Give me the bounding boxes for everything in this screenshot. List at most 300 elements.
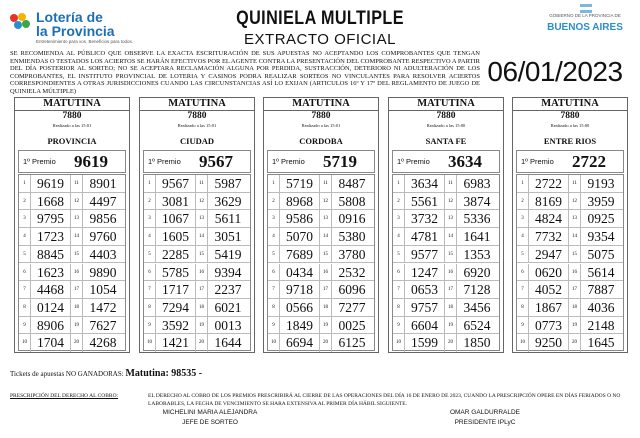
table-row (393, 228, 499, 246)
position-label: 8 (517, 299, 529, 316)
position-label: 6 (393, 264, 405, 281)
result-number: 5785 (156, 264, 196, 281)
result-number: 3081 (156, 193, 196, 210)
position-label: 4 (144, 228, 156, 245)
first-prize-label: 1º Premio (148, 157, 181, 166)
result-number: 5419 (214, 246, 242, 262)
result-number: 9193 (587, 176, 615, 191)
prescription-label: PRESCRIPCIÓN DEL DERECHO AL COBRO: (10, 393, 119, 399)
result-number: 7128 (463, 282, 491, 298)
position-label: 1 (144, 175, 156, 192)
gov-name: BUENOS AIRES (547, 22, 623, 33)
result-number: 9354 (587, 229, 615, 245)
result-number: 9577 (405, 246, 445, 263)
first-prize-box (392, 150, 500, 173)
position-label: 10 (268, 334, 280, 352)
position-label: 18 (196, 299, 208, 316)
panel-province: ENTRE RIOS (543, 136, 597, 146)
table-row (19, 334, 125, 352)
position-label: 18 (569, 299, 581, 316)
tickets-value: Matutina: 98535 - (125, 368, 203, 379)
result-number: 6983 (463, 176, 491, 191)
first-prize-box (516, 150, 624, 173)
position-label: 11 (71, 175, 83, 192)
position-label: 3 (393, 210, 405, 227)
signer-1-name: MICHELINI MARIA ALEJANDRA (162, 409, 258, 416)
position-label: 2 (144, 193, 156, 210)
result-number: 8968 (280, 193, 320, 210)
position-label: 20 (445, 334, 457, 352)
position-label: 7 (393, 281, 405, 298)
result-number: 4781 (405, 228, 445, 245)
result-number: 6920 (463, 264, 491, 280)
position-label: 13 (320, 210, 332, 227)
result-number: 7277 (338, 299, 366, 315)
position-label: 4 (393, 228, 405, 245)
position-label: 9 (268, 317, 280, 334)
result-number: 4497 (89, 193, 117, 209)
result-number: 7732 (529, 228, 569, 245)
panel-sorteo: MATUTINA (140, 98, 254, 111)
position-label: 3 (268, 210, 280, 227)
result-number: 6021 (214, 299, 242, 315)
position-label: 13 (569, 210, 581, 227)
table-row (517, 264, 623, 282)
signer-2-role: PRESIDENTE IPLyC (454, 418, 516, 426)
page-subtitle: EXTRACTO OFICIAL (244, 31, 396, 48)
result-number: 1645 (587, 335, 615, 351)
result-number: 1247 (405, 264, 445, 281)
position-label: 6 (517, 264, 529, 281)
result-number: 4468 (31, 281, 71, 298)
position-label: 2 (517, 193, 529, 210)
table-row (144, 246, 250, 264)
position-label: 8 (19, 299, 31, 316)
table-row (517, 175, 623, 193)
table-row (517, 228, 623, 246)
table-row (268, 193, 374, 211)
position-label: 13 (445, 210, 457, 227)
results-grid (18, 174, 126, 351)
position-label: 13 (71, 210, 83, 227)
result-number: 3592 (156, 317, 196, 334)
position-label: 12 (569, 193, 581, 210)
signer-2 (380, 408, 590, 427)
signer-1 (130, 408, 290, 427)
position-label: 17 (569, 281, 581, 298)
position-label: 12 (71, 193, 83, 210)
table-row (517, 193, 623, 211)
result-number: 0773 (529, 317, 569, 334)
position-label: 20 (320, 334, 332, 352)
panel-draw-number: 7880 (436, 111, 456, 121)
table-row (517, 317, 623, 335)
position-label: 20 (71, 334, 83, 352)
result-number: 1704 (31, 334, 71, 352)
panel-time: Realizado a las 15:01 (52, 123, 92, 128)
position-label: 14 (196, 228, 208, 245)
position-label: 3 (19, 210, 31, 227)
position-label: 15 (320, 246, 332, 263)
result-number: 9586 (280, 210, 320, 227)
result-number: 7887 (587, 282, 615, 298)
first-prize-label: 1º Premio (23, 157, 56, 166)
panel-draw-number: 7880 (187, 111, 207, 121)
position-label: 5 (393, 246, 405, 263)
position-label: 1 (268, 175, 280, 192)
table-row (144, 210, 250, 228)
result-number: 6694 (280, 334, 320, 352)
result-number: 1472 (89, 299, 117, 315)
first-prize-number: 9619 (74, 152, 108, 171)
result-number: 0434 (280, 264, 320, 281)
position-label: 12 (320, 193, 332, 210)
table-row (268, 317, 374, 335)
position-label: 10 (517, 334, 529, 352)
position-label: 8 (268, 299, 280, 316)
panel-draw-number: 7880 (311, 111, 331, 121)
results-grid (392, 174, 500, 351)
position-label: 16 (71, 264, 83, 281)
position-label: 14 (569, 228, 581, 245)
table-row (19, 264, 125, 282)
draw-panel (388, 97, 504, 353)
result-number: 1623 (31, 264, 71, 281)
table-row (19, 210, 125, 228)
position-label: 14 (320, 228, 332, 245)
first-prize-number: 9567 (199, 152, 233, 171)
position-label: 7 (19, 281, 31, 298)
first-prize-number: 5719 (323, 152, 357, 171)
result-number: 1668 (31, 193, 71, 210)
table-row (144, 193, 250, 211)
position-label: 10 (393, 334, 405, 352)
position-label: 16 (445, 264, 457, 281)
result-number: 5808 (338, 193, 366, 209)
result-number: 4824 (529, 210, 569, 227)
table-row (393, 281, 499, 299)
table-row (393, 246, 499, 264)
result-number: 8901 (89, 176, 117, 191)
result-number: 9394 (214, 264, 242, 280)
first-prize-label: 1º Premio (397, 157, 430, 166)
table-row (393, 193, 499, 211)
result-number: 9619 (31, 175, 71, 192)
result-number: 0620 (529, 264, 569, 281)
position-label: 4 (19, 228, 31, 245)
position-label: 10 (19, 334, 31, 352)
result-number: 9718 (280, 281, 320, 298)
first-prize-number: 3634 (448, 152, 482, 171)
table-row (19, 228, 125, 246)
result-number: 0925 (587, 211, 615, 227)
table-row (517, 299, 623, 317)
result-number: 4036 (587, 299, 615, 315)
result-number: 9760 (89, 229, 117, 245)
result-number: 3634 (405, 175, 445, 192)
draw-panel (512, 97, 628, 353)
panel-province: CIUDAD (180, 136, 214, 146)
position-label: 4 (268, 228, 280, 245)
table-row (268, 281, 374, 299)
table-row (393, 299, 499, 317)
position-label: 20 (196, 334, 208, 352)
tickets-line (10, 368, 202, 379)
page-title: QUINIELA MULTIPLE (236, 8, 404, 29)
position-label: 1 (393, 175, 405, 192)
position-label: 15 (445, 246, 457, 263)
first-prize-label: 1º Premio (521, 157, 554, 166)
panel-time: Realizado a las 15:00 (426, 123, 466, 128)
table-row (19, 299, 125, 317)
result-number: 0916 (338, 211, 366, 227)
table-row (393, 210, 499, 228)
position-label: 11 (320, 175, 332, 192)
table-row (19, 246, 125, 264)
position-label: 12 (445, 193, 457, 210)
position-label: 17 (445, 281, 457, 298)
position-label: 2 (268, 193, 280, 210)
position-label: 14 (71, 228, 83, 245)
table-row (517, 246, 623, 264)
results-grid (143, 174, 251, 351)
result-number: 3051 (214, 229, 242, 245)
result-number: 1641 (463, 229, 491, 245)
result-number: 5987 (214, 176, 242, 191)
result-number: 8169 (529, 193, 569, 210)
position-label: 6 (268, 264, 280, 281)
result-number: 1353 (463, 246, 491, 262)
result-number: 9757 (405, 299, 445, 316)
panel-sorteo: MATUTINA (15, 98, 129, 111)
result-number: 1850 (463, 335, 491, 351)
prescription-text: EL DERECHO AL COBRO DE LOS PREMIOS PRESCRIBIRÁ AL CIERRE DE LAS OPERACIONES DEL DÍA 16 DE ENERO DE 2023, CUANDO LA PRESCRIPCIÓN OPERE EN DÍAS FERIADOS O NO LABORABLES, LA FECHA DE VENCIMIENTO SE HARA EXTENSIVA AL PRIMER DÍA HÁBIL SIGUIENTE. (148, 393, 621, 407)
position-label: 11 (445, 175, 457, 192)
draw-panel (139, 97, 255, 353)
result-number: 0013 (214, 317, 242, 333)
result-number: 3629 (214, 193, 242, 209)
position-label: 19 (320, 317, 332, 334)
result-number: 1717 (156, 281, 196, 298)
panel-province: CORDOBA (299, 136, 343, 146)
table-row (19, 317, 125, 335)
position-label: 15 (196, 246, 208, 263)
panel-draw-number: 7880 (560, 111, 580, 121)
result-number: 1054 (89, 282, 117, 298)
result-number: 9856 (89, 211, 117, 227)
position-label: 17 (320, 281, 332, 298)
position-label: 18 (445, 299, 457, 316)
result-number: 4268 (89, 335, 117, 351)
draw-panel (263, 97, 379, 353)
first-prize-box (267, 150, 375, 173)
panel-sorteo: MATUTINA (513, 98, 627, 111)
logo-text-line1: Lotería de (36, 9, 103, 25)
result-number: 5075 (587, 246, 615, 262)
result-number: 8487 (338, 176, 366, 191)
table-row (517, 334, 623, 352)
table-row (517, 210, 623, 228)
table-row (268, 299, 374, 317)
first-prize-box (18, 150, 126, 173)
result-number: 0653 (405, 281, 445, 298)
position-label: 2 (19, 193, 31, 210)
position-label: 4 (517, 228, 529, 245)
position-label: 7 (268, 281, 280, 298)
table-row (268, 228, 374, 246)
table-row (144, 317, 250, 335)
position-label: 16 (569, 264, 581, 281)
position-label: 16 (320, 264, 332, 281)
result-number: 6125 (338, 335, 366, 351)
position-label: 17 (196, 281, 208, 298)
result-number: 3456 (463, 299, 491, 315)
position-label: 6 (144, 264, 156, 281)
table-row (393, 264, 499, 282)
result-number: 5614 (587, 264, 615, 280)
position-label: 14 (445, 228, 457, 245)
table-row (268, 246, 374, 264)
table-row (144, 264, 250, 282)
position-label: 5 (268, 246, 280, 263)
position-label: 6 (19, 264, 31, 281)
result-number: 5336 (463, 211, 491, 227)
result-number: 2532 (338, 264, 366, 280)
position-label: 3 (517, 210, 529, 227)
tickets-label: Tickets de apuestas NO GANADORAS: (10, 370, 124, 378)
result-number: 3959 (587, 193, 615, 209)
result-number: 1849 (280, 317, 320, 334)
table-row (19, 281, 125, 299)
draw-panel (14, 97, 130, 353)
position-label: 12 (196, 193, 208, 210)
table-row (268, 264, 374, 282)
position-label: 18 (71, 299, 83, 316)
result-number: 9890 (89, 264, 117, 280)
result-number: 3874 (463, 193, 491, 209)
panel-time: Realizado a las 15:01 (301, 123, 341, 128)
table-row (393, 334, 499, 352)
position-label: 9 (19, 317, 31, 334)
position-label: 8 (393, 299, 405, 316)
position-label: 13 (196, 210, 208, 227)
result-number: 1421 (156, 334, 196, 352)
result-number: 2285 (156, 246, 196, 263)
position-label: 9 (517, 317, 529, 334)
result-number: 6524 (463, 317, 491, 333)
result-number: 9795 (31, 210, 71, 227)
position-label: 18 (320, 299, 332, 316)
table-row (393, 175, 499, 193)
table-row (268, 175, 374, 193)
table-row (19, 175, 125, 193)
result-number: 5561 (405, 193, 445, 210)
panel-draw-number: 7880 (62, 111, 82, 121)
signer-2-name: OMAR GALDURRALDE (449, 409, 521, 416)
table-row (268, 334, 374, 352)
result-number: 1067 (156, 210, 196, 227)
result-number: 2237 (214, 282, 242, 298)
province-emblem-icon (580, 4, 592, 13)
result-number: 7689 (280, 246, 320, 263)
position-label: 9 (393, 317, 405, 334)
result-number: 1644 (214, 335, 242, 351)
panel-sorteo: MATUTINA (264, 98, 378, 111)
position-label: 19 (196, 317, 208, 334)
result-number: 6604 (405, 317, 445, 334)
position-label: 7 (144, 281, 156, 298)
position-label: 15 (71, 246, 83, 263)
result-number: 4403 (89, 246, 117, 262)
result-number: 5611 (214, 211, 242, 227)
result-number: 2148 (587, 317, 615, 333)
result-number: 2722 (529, 175, 569, 192)
position-label: 10 (144, 334, 156, 352)
table-row (144, 334, 250, 352)
position-label: 19 (445, 317, 457, 334)
result-number: 3732 (405, 210, 445, 227)
logo-text-line2: la Provincia (36, 23, 115, 39)
result-number: 3780 (338, 246, 366, 262)
result-number: 0025 (338, 317, 366, 333)
table-row (393, 317, 499, 335)
first-prize-box (143, 150, 251, 173)
gov-label: GOBIERNO DE LA PROVINCIA DE (549, 13, 621, 18)
panel-time: Realizado a las 15:00 (550, 123, 590, 128)
table-row (19, 193, 125, 211)
result-number: 9567 (156, 175, 196, 192)
position-label: 5 (144, 246, 156, 263)
table-row (144, 175, 250, 193)
position-label: 20 (569, 334, 581, 352)
first-prize-number: 2722 (572, 152, 606, 171)
table-row (517, 281, 623, 299)
position-label: 2 (393, 193, 405, 210)
position-label: 15 (569, 246, 581, 263)
result-number: 0124 (31, 299, 71, 316)
result-number: 1599 (405, 334, 445, 352)
panel-sorteo: MATUTINA (389, 98, 503, 111)
result-number: 1723 (31, 228, 71, 245)
panel-province: SANTA FE (425, 136, 467, 146)
table-row (144, 281, 250, 299)
position-label: 11 (196, 175, 208, 192)
public-notice: SE RECOMIENDA AL PÚBLICO QUE OBSERVE LA EXACTA ESCRITURACIÓN DE SUS APUESTAS NO ACEPTANDO LOS COMPROBANTES QUE TENGAN ENMIENDAS O TESTADOS LOS ACIERTOS SE HARÁN EFECTIVOS POR EL AGENTE CONTRA LA PRESENTACIÓN DEL COMPROBANTE RESPECTIVO A PARTIR DEL DÍA POSTERIOR AL SORTEO; NO SE ACEPTARA RECLAMACIÓN ALGUNA POR PERDIDA, SUSTRACCIÓN, DETERIORO NI ADULTERACIÓN DE LOS COMPROBANTES, EL INSTITUTO PROVINCIAL DE LOTERIA Y CASINOS PODRA REALIZAR SORTEOS NO VINCULANTES PARA RESOLVER ACIERTOS CORRESPONDIENTES A OTRAS JURISDICCIONES CUANDO LAS CIRCUNSTANCIAS ASÍ LO EXIJAN (ARTICULOS 16º Y 17º DEL REGLAMENTO DE JUEGO DE QUINIELA MÚLTIPLE) (10, 50, 480, 95)
result-number: 8906 (31, 317, 71, 334)
result-number: 1605 (156, 228, 196, 245)
logo-tagline: Entretenimiento para vos. Beneficios para todos. (36, 39, 134, 44)
panel-time: Realizado a las 15:01 (177, 123, 217, 128)
table-row (144, 299, 250, 317)
position-label: 19 (569, 317, 581, 334)
results-grid (267, 174, 375, 351)
position-label: 5 (517, 246, 529, 263)
result-number: 0566 (280, 299, 320, 316)
table-row (268, 210, 374, 228)
signer-1-role: JEFE DE SORTEO (182, 418, 238, 426)
result-number: 6096 (338, 282, 366, 298)
position-label: 19 (71, 317, 83, 334)
result-number: 5719 (280, 175, 320, 192)
result-number: 5380 (338, 229, 366, 245)
result-number: 5070 (280, 228, 320, 245)
result-number: 1867 (529, 299, 569, 316)
position-label: 1 (19, 175, 31, 192)
results-grid (516, 174, 624, 351)
position-label: 11 (569, 175, 581, 192)
position-label: 17 (71, 281, 83, 298)
position-label: 9 (144, 317, 156, 334)
